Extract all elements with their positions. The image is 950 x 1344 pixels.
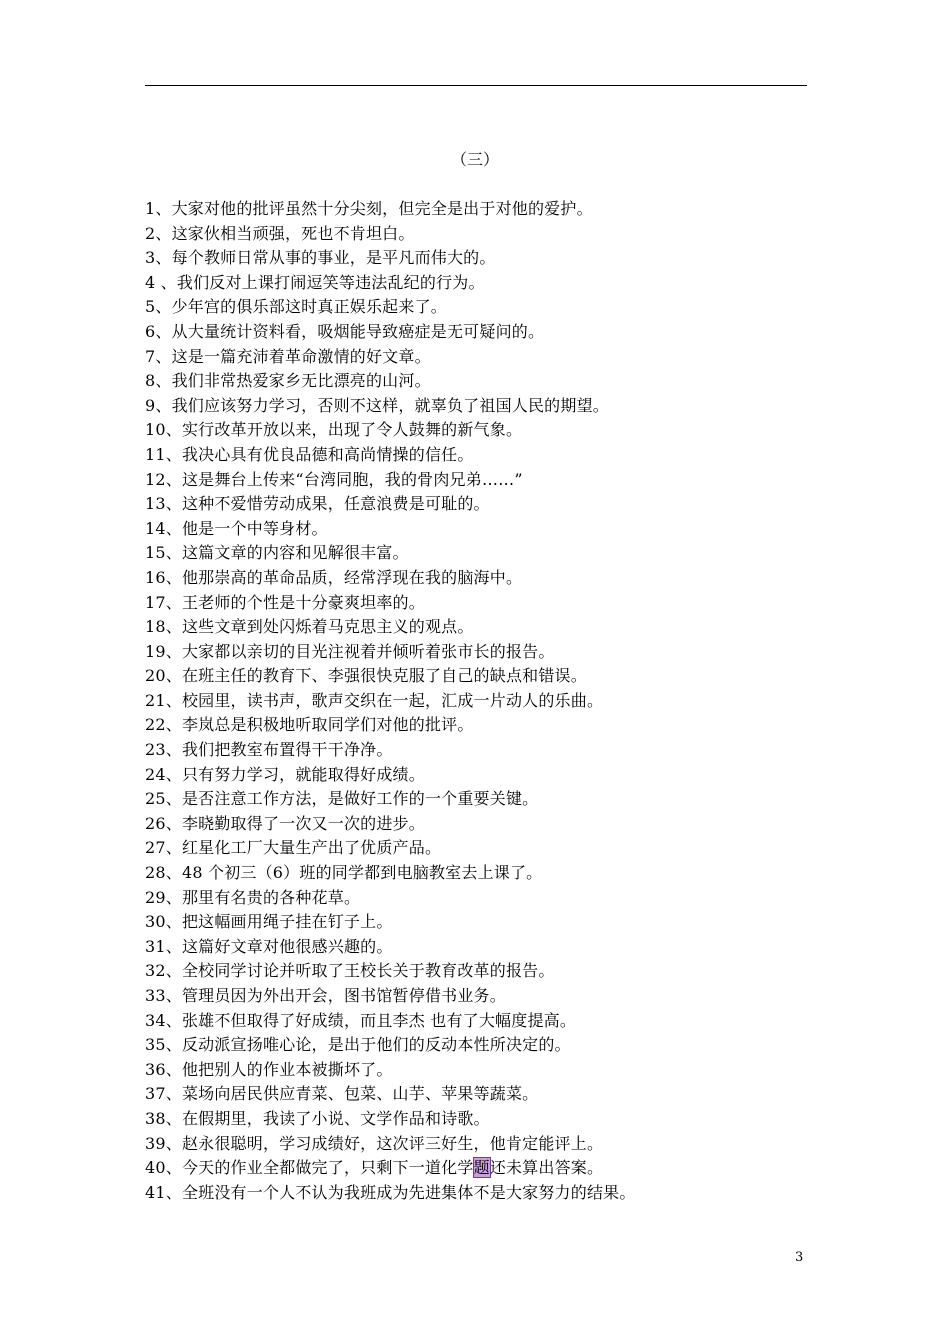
sentence-item: 27、红星化工厂大量生产出了优质产品。 xyxy=(145,838,442,858)
sentence-item: 25、是否注意工作方法，是做好工作的一个重要关键。 xyxy=(145,789,539,809)
sentence-item: 23、我们把教室布置得干干净净。 xyxy=(145,740,393,760)
sentence-item: 11、我决心具有优良品德和高尚情操的信任。 xyxy=(145,444,474,464)
sentence-item: 2、这家伙相当顽强，死也不肯坦白。 xyxy=(145,223,415,243)
sentence-item: 35、反动派宣扬唯心论，是出于他们的反动本性所决定的。 xyxy=(145,1035,571,1055)
sentence-item: 3、每个教师日常从事的事业，是平凡而伟大的。 xyxy=(145,248,496,268)
sentence-item-40 xyxy=(145,1156,825,1181)
sentence-item: 1、大家对他的批评虽然十分尖刻，但完全是出于对他的爱护。 xyxy=(145,199,593,218)
sentence-item: 31、这篇好文章对他很感兴趣的。 xyxy=(145,936,393,956)
sentence-item: 36、他把别人的作业本被撕坏了。 xyxy=(145,1059,393,1079)
page-number: 3 xyxy=(795,1250,804,1265)
sentence-item: 5、少年宫的俱乐部这时真正娱乐起来了。 xyxy=(145,297,447,317)
sentence-list xyxy=(145,197,825,1205)
sentence-item: 10、实行改革开放以来，出现了令人鼓舞的新气象。 xyxy=(145,420,523,440)
sentence-item: 37、菜场向居民供应青菜、包菜、山芋、苹果等蔬菜。 xyxy=(145,1084,539,1104)
sentence-item: 26、李晓勤取得了一次又一次的进步。 xyxy=(145,813,425,833)
sentence-item: 4 、我们反对上课打闹逗笑等违法乱纪的行为。 xyxy=(145,272,485,292)
sentence-item: 17、王老师的个性是十分豪爽坦率的。 xyxy=(145,592,425,612)
header-rule xyxy=(145,85,807,86)
sentence-item: 41、全班没有一个人不认为我班成为先进集体不是大家努力的结果。 xyxy=(145,1182,636,1202)
sentence-item: 20、在班主任的教育下、李强很快克服了自己的缺点和错误。 xyxy=(145,666,587,686)
sentence-item: 38、在假期里，我读了小说、文学作品和诗歌。 xyxy=(145,1108,490,1128)
sentence-item: 6、从大量统计资料看，吸烟能导致癌症是无可疑问的。 xyxy=(145,321,545,341)
sentence-item: 21、校园里，读书声，歌声交织在一起，汇成一片动人的乐曲。 xyxy=(145,690,604,710)
highlighted-character: 题 xyxy=(473,1158,490,1178)
sentence-item: 18、这些文章到处闪烁着马克思主义的观点。 xyxy=(145,617,474,637)
sentence-item: 24、只有努力学习，就能取得好成绩。 xyxy=(145,764,425,784)
sentence-item: 33、管理员因为外出开会，图书馆暂停借书业务。 xyxy=(145,986,506,1005)
sentence-item: 16、他那崇高的革命品质，经常浮现在我的脑海中。 xyxy=(145,567,523,587)
sentence-item: 7、这是一篇充沛着革命激情的好文章。 xyxy=(145,346,431,366)
sentence-item: 14、他是一个中等身材。 xyxy=(145,518,328,538)
sentence-item: 19、大家都以亲切的目光注视着并倾听着张市长的报告。 xyxy=(145,641,555,661)
sentence-item: 30、把这幅画用绳子挂在钉子上。 xyxy=(145,912,393,932)
sentence-item: 32、全校同学讨论并听取了王校长关于教育改革的报告。 xyxy=(145,961,555,981)
sentence-item: 12、这是舞台上传来“台湾同胞，我的骨肉兄弟……” xyxy=(145,469,523,489)
sentence-40-text-before: 40、今天的作业全都做完了，只剩下一道化学 xyxy=(145,1158,474,1178)
sentence-item: 29、那里有名贵的各种花草。 xyxy=(145,887,361,907)
sentence-item: 34、张雄不但取得了好成绩，而且李杰 也有了大幅度提高。 xyxy=(145,1010,577,1030)
section-title: （三） xyxy=(450,150,499,169)
sentence-item: 8、我们非常热爱家乡无比漂亮的山河。 xyxy=(145,371,431,391)
sentence-40-text-after: 还未算出答案。 xyxy=(489,1158,604,1178)
sentence-item: 22、李岚总是积极地听取同学们对他的批评。 xyxy=(145,715,474,735)
sentence-item: 39、赵永很聪明，学习成绩好，这次评三好生，他肯定能评上。 xyxy=(145,1133,604,1153)
sentence-item: 9、我们应该努力学习，否则不这样，就辜负了祖国人民的期望。 xyxy=(145,395,609,415)
sentence-item: 28、48 个初三（6）班的同学都到电脑教室去上课了。 xyxy=(145,863,543,883)
sentence-item: 15、这篇文章的内容和见解很丰富。 xyxy=(145,543,409,563)
sentence-item: 13、这种不爱惜劳动成果，任意浪费是可耻的。 xyxy=(145,494,490,514)
